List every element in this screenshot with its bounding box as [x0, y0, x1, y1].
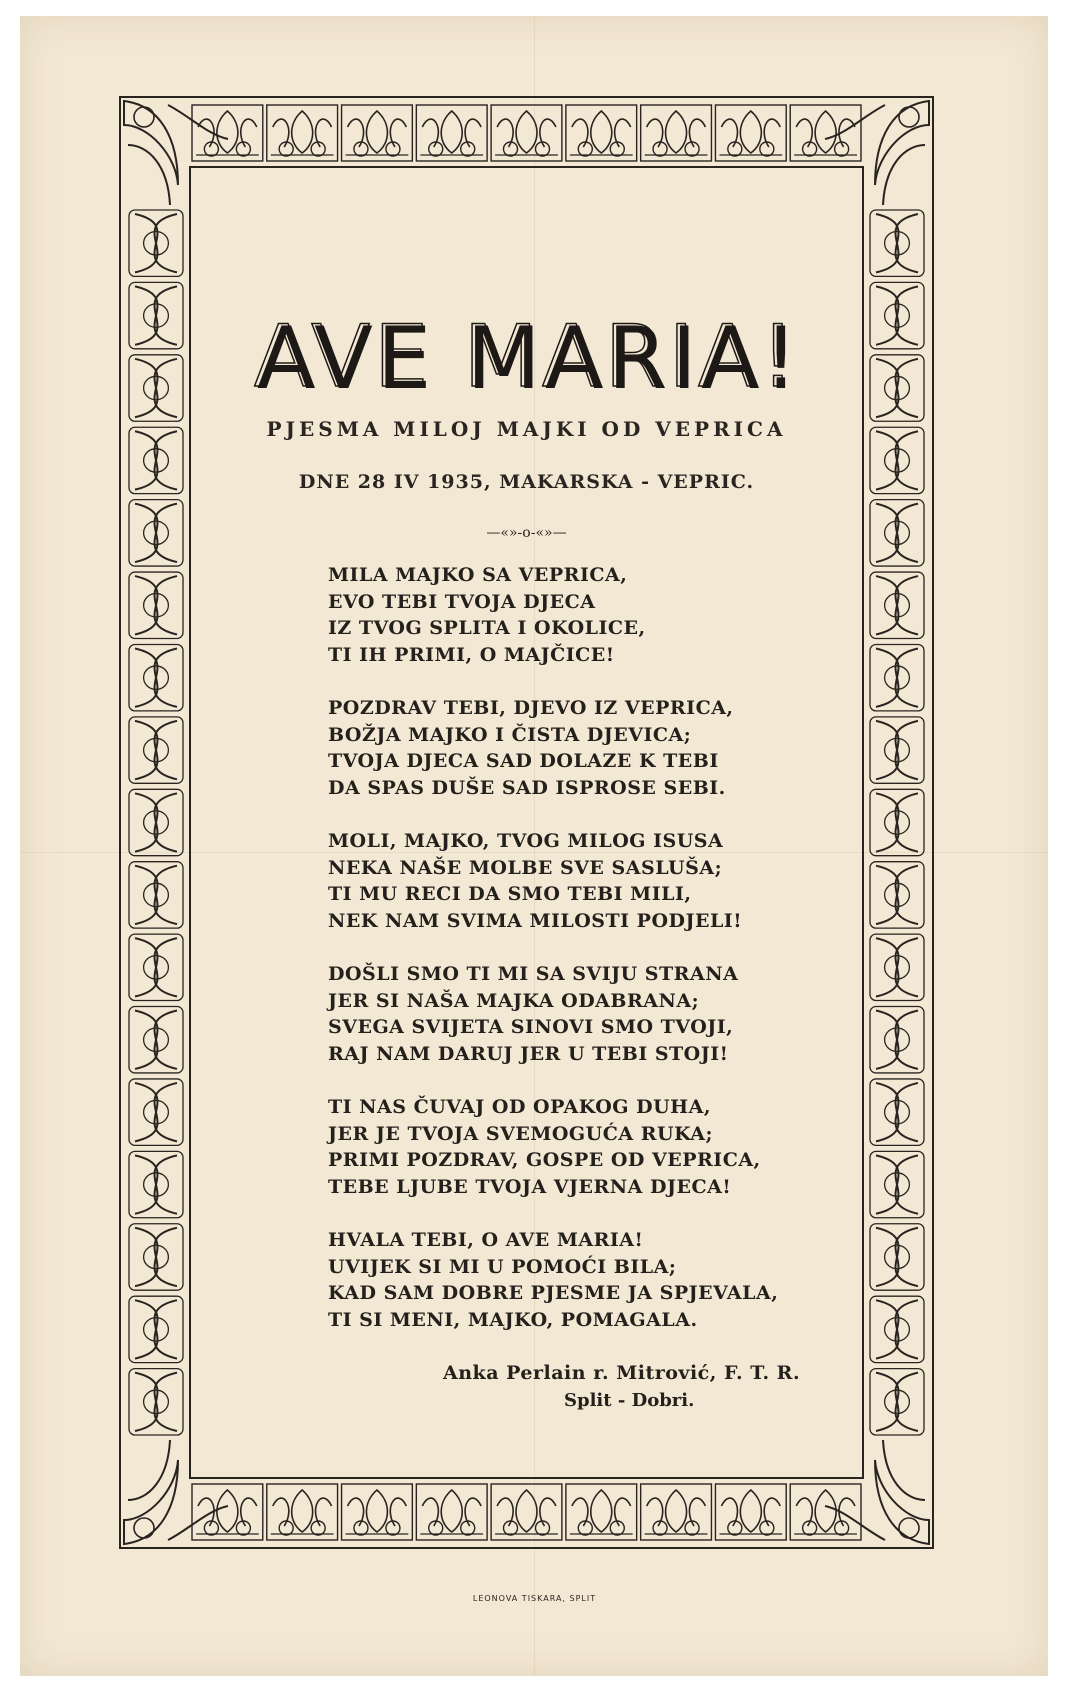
- verse-line: TEBE LJUBE TVOJA VJERNA DJECA!: [328, 1175, 732, 1198]
- stanza-1: [328, 562, 848, 668]
- verse-line: HVALA TEBI, O AVE MARIA!: [328, 1229, 644, 1251]
- printer-imprint: LEONOVA TISKARA, SPLIT: [472, 1594, 597, 1603]
- verse-line: MILA MAJKO SA VEPRICA,: [328, 564, 628, 586]
- verse-line: MOLI, MAJKO, TVOG MILOG ISUSA: [328, 830, 724, 852]
- verse-line: DOŠLI SMO TI MI SA SVIJU STRANA: [328, 963, 739, 985]
- verse-line: RAJ NAM DARUJ JER U TEBI STOJI!: [328, 1042, 729, 1065]
- subtitle: PJESMA MILOJ MAJKI OD VEPRICA: [266, 417, 787, 441]
- verse-line: PRIMI POZDRAV, GOSPE OD VEPRICA,: [328, 1149, 761, 1171]
- page-title: AVE MARIA!: [253, 307, 800, 407]
- verse-line: JER SI NAŠA MAJKA ODABRANA;: [328, 989, 700, 1012]
- document-body: [118, 95, 935, 1550]
- verse-line: BOŽJA MAJKO I ČISTA DJEVICA;: [328, 723, 692, 746]
- stanza-6: [328, 1227, 848, 1333]
- verse-line: JER JE TVOJA SVEMOGUĆA RUKA;: [328, 1122, 714, 1145]
- divider: —«»-o-«»—: [486, 525, 567, 541]
- verse-line: NEK NAM SVIMA MILOSTI PODJELI!: [328, 909, 743, 932]
- stanza-3: [328, 828, 848, 934]
- verse-line: TI IH PRIMI, O MAJČICE!: [328, 643, 615, 666]
- verse-line: KAD SAM DOBRE PJESME JA SPJEVALA,: [328, 1282, 779, 1304]
- stanza-4: [328, 961, 848, 1067]
- author-signature: Anka Perlain r. Mitrović, F. T. R.: [443, 1362, 801, 1384]
- verse-line: EVO TEBI TVOJA DJECA: [328, 590, 596, 613]
- verse-line: POZDRAV TEBI, DJEVO IZ VEPRICA,: [328, 697, 734, 719]
- verse-line: DA SPAS DUŠE SAD ISPROSE SEBI.: [328, 776, 726, 799]
- verse-line: UVIJEK SI MI U POMOĆI BILA;: [328, 1255, 677, 1278]
- verse-line: IZ TVOG SPLITA I OKOLICE,: [328, 617, 646, 639]
- verse-line: NEKA NAŠE MOLBE SVE SASLUŠA;: [328, 856, 723, 879]
- dateline: DNE 28 IV 1935, MAKARSKA - VEPRIC.: [298, 471, 755, 493]
- stanza-2: [328, 695, 848, 801]
- verse-line: TVOJA DJECA SAD DOLAZE K TEBI: [328, 750, 719, 772]
- verse-line: TI SI MENI, MAJKO, POMAGALA.: [328, 1308, 698, 1331]
- author-place: Split - Dobri.: [564, 1390, 695, 1411]
- verse-line: TI NAS ČUVAJ OD OPAKOG DUHA,: [328, 1096, 711, 1118]
- verse-line: TI MU RECI DA SMO TEBI MILI,: [328, 883, 692, 905]
- verse-line: SVEGA SVIJETA SINOVI SMO TVOJI,: [328, 1016, 734, 1038]
- stanza-5: [328, 1094, 848, 1200]
- poem: [328, 562, 848, 1360]
